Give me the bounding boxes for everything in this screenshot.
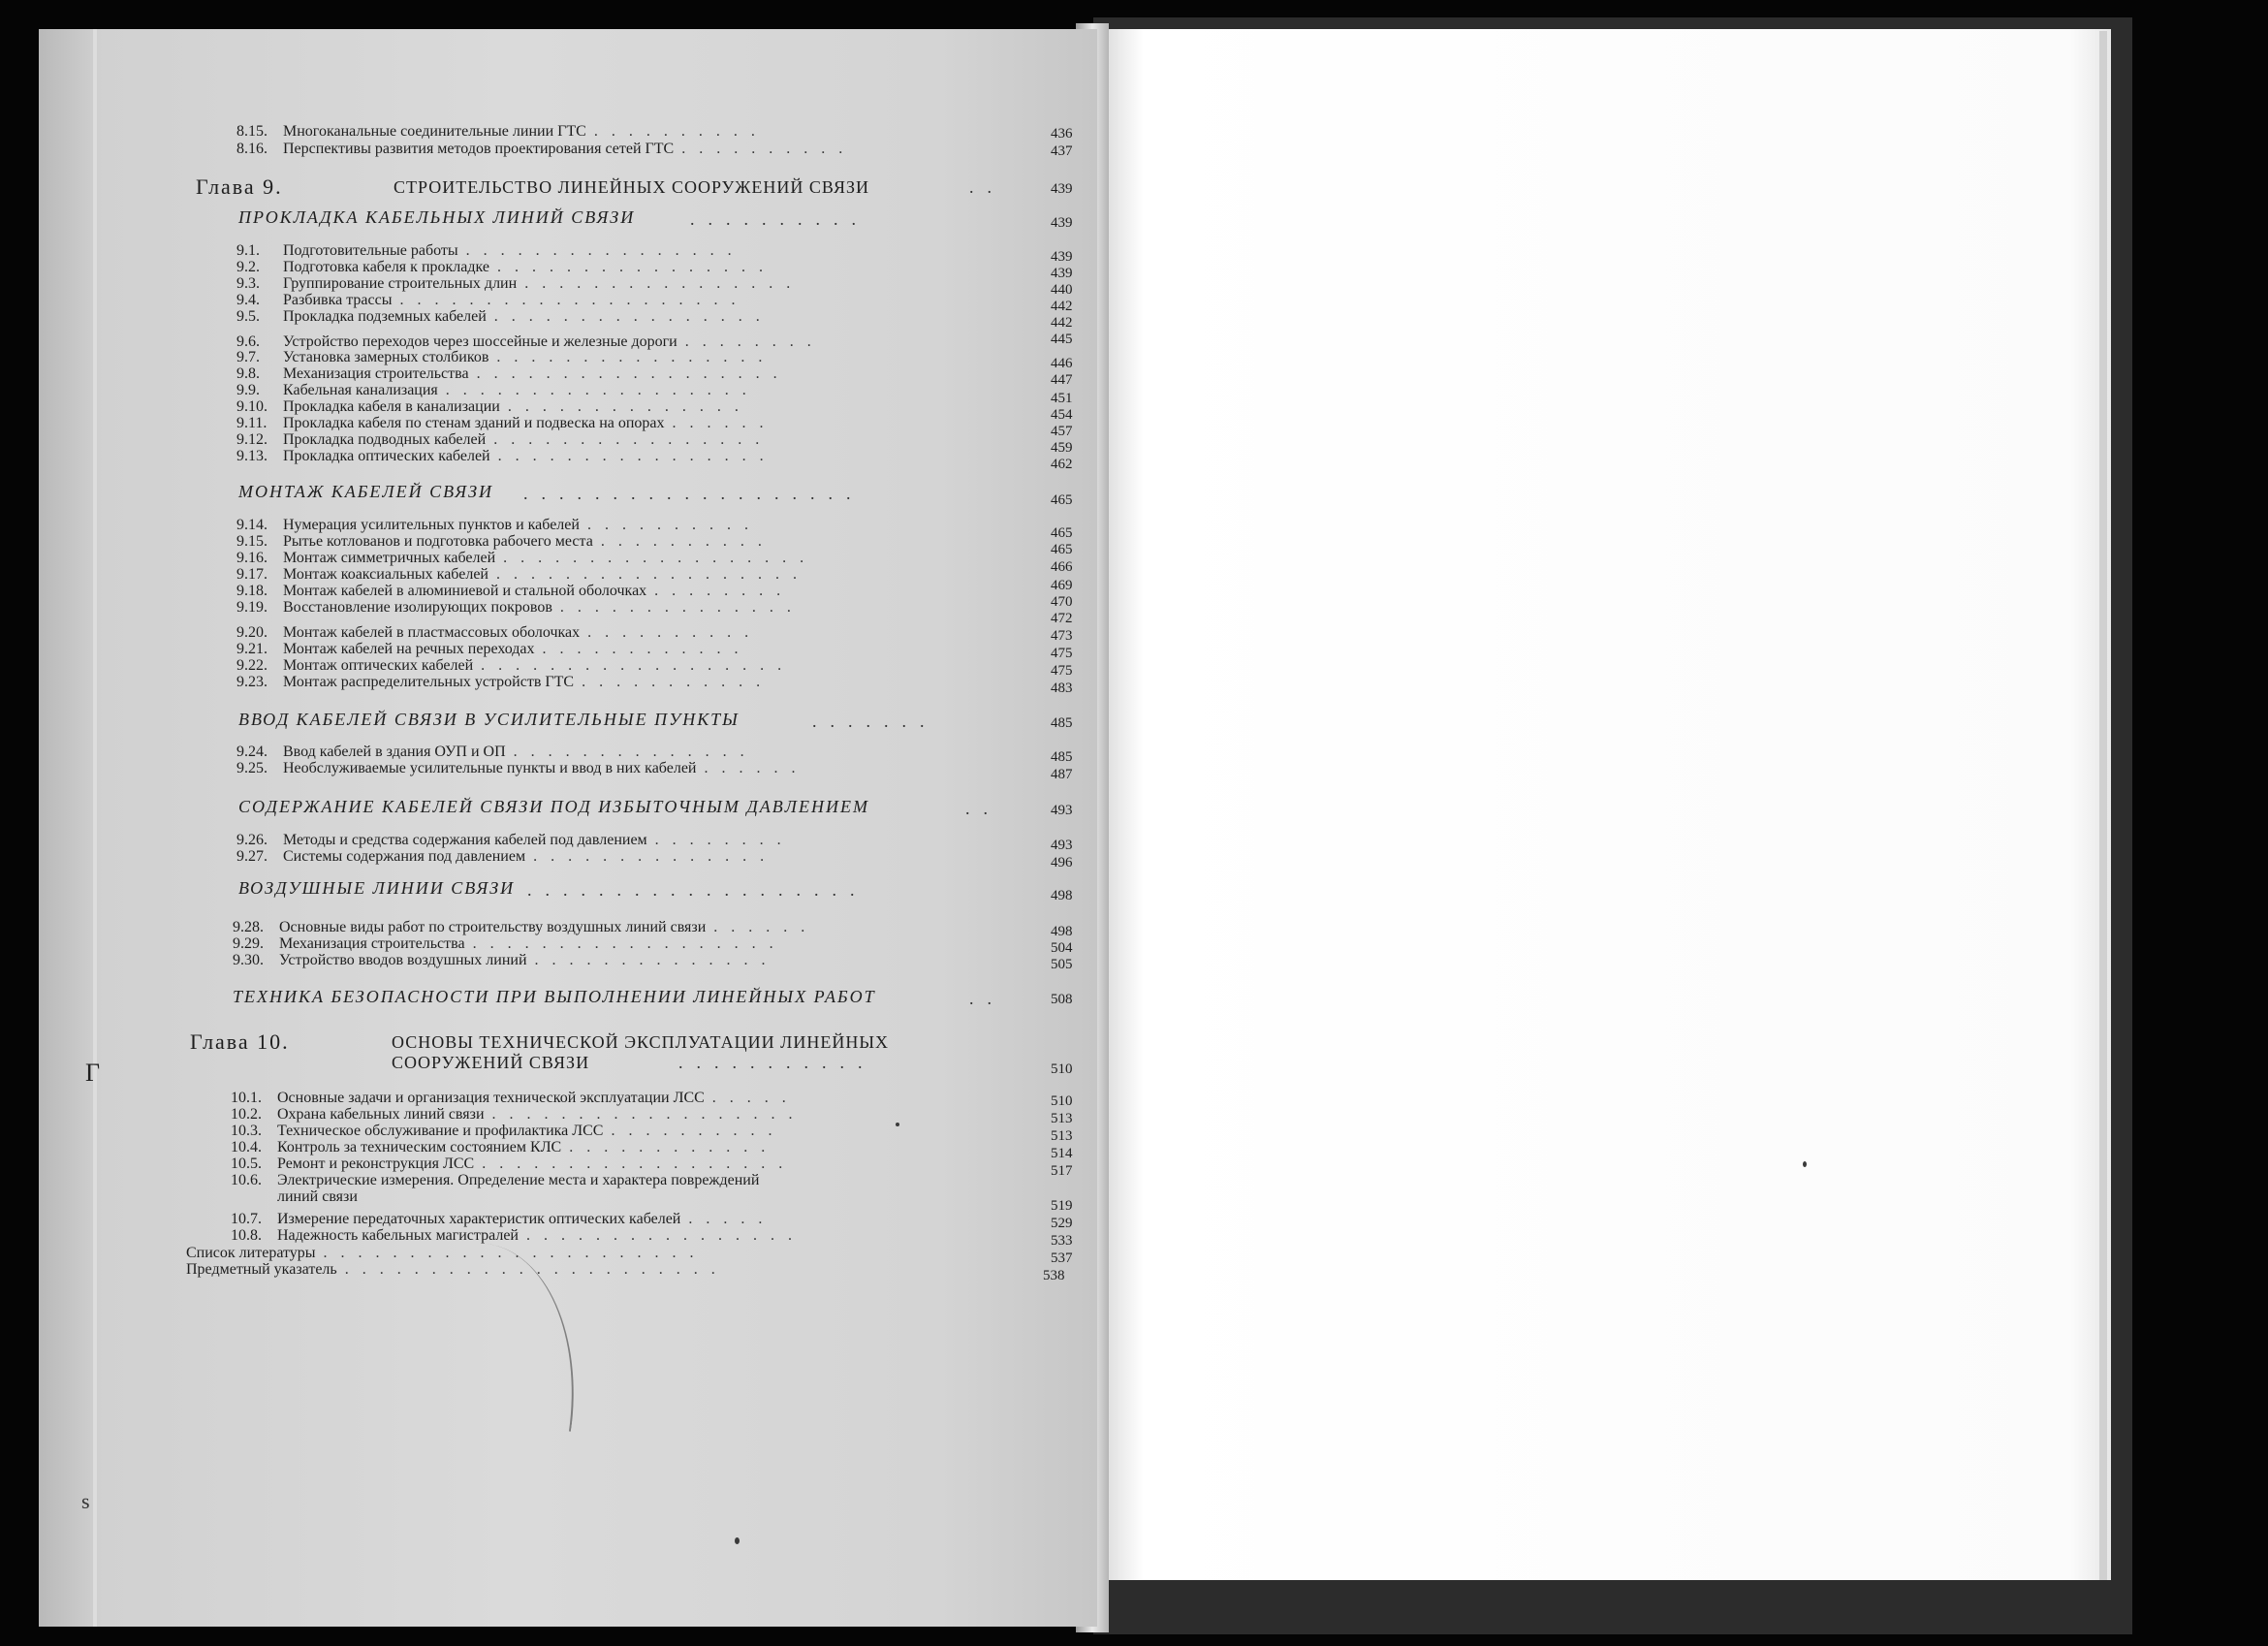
toc-entry-title: Кабельная канализация — [283, 382, 438, 398]
toc-entry-title: Устройство переходов через шоссейные и железные дороги — [283, 333, 677, 350]
toc-entry: 9.10. Прокладка кабеля в канализации .............. — [236, 398, 752, 415]
toc-entry: 8.15. Многоканальные соединительные линии ГТС .......... — [236, 123, 769, 140]
toc-entry-number: 9.26. — [236, 832, 268, 848]
toc-entry-number: 9.28. — [233, 919, 264, 935]
section-page: 508 — [1051, 992, 1073, 1007]
toc-entry: 9.12. Прокладка подводных кабелей ................ — [236, 431, 773, 448]
toc-entry-title: Основные виды работ по строительству воздушных линий связи — [279, 919, 707, 935]
toc-entry-title: Прокладка кабеля в канализации — [283, 398, 500, 415]
toc-entry-title: Ремонт и реконструкция ЛСС — [277, 1155, 475, 1172]
toc-entry: 9.6. Устройство переходов через шоссейные и железные дороги ........ — [236, 333, 825, 350]
toc-entry: 9.9. Кабельная канализация .................. — [236, 382, 760, 398]
toc-entry: 9.26. Методы и средства содержания кабелей под давлением ........ — [236, 832, 795, 848]
toc-entry-title: Прокладка подводных кабелей — [283, 431, 487, 448]
toc-entry-number: 9.11. — [236, 415, 268, 431]
toc-entry-number: 9.10. — [236, 398, 268, 415]
toc-entry: 9.21. Монтаж кабелей на речных переходах ............ — [236, 641, 752, 657]
section-page: 493 — [1051, 803, 1073, 818]
toc-entry-page: 519 — [1051, 1198, 1073, 1214]
leader-dots: ....... — [812, 712, 938, 731]
toc-entry-number: 9.24. — [236, 744, 268, 760]
toc-entry: 9.16. Монтаж симметричных кабелей .................. — [236, 550, 818, 566]
toc-entry-title: Группирование строительных длин — [283, 275, 518, 292]
leader-dots: .. — [965, 799, 1001, 818]
toc-entry-number: 9.17. — [236, 566, 268, 583]
toc-entry-number: 9.4. — [236, 292, 260, 308]
toc-entry: 9.8. Механизация строительства .................. — [236, 365, 791, 382]
toc-entry-number: 9.27. — [236, 848, 268, 865]
toc-entry-title: Методы и средства содержания кабелей под давлением — [283, 832, 647, 848]
toc-entry — [231, 1172, 1041, 1189]
toc-entry-title: Механизация строительства — [283, 365, 469, 382]
section-page: 485 — [1051, 715, 1073, 731]
toc-entry-page: 459 — [1051, 440, 1073, 456]
section-heading: ВОЗДУШНЫЕ ЛИНИИ СВЯЗИ — [238, 878, 516, 898]
toc-entry-page: 504 — [1051, 940, 1073, 956]
chapter-label: Глава 10. — [190, 1029, 290, 1054]
toc-entry-title: Восстановление изолирующих покровов — [283, 599, 552, 616]
toc-entry-page: 517 — [1051, 1163, 1073, 1179]
toc-entry-number: 9.1. — [236, 242, 260, 259]
toc-entry-title: Многоканальные соединительные линии ГТС — [283, 123, 586, 140]
toc-entry-title: Монтаж распределительных устройств ГТС — [283, 674, 575, 690]
toc-entry-page: 439 — [1051, 249, 1073, 265]
toc-entry-number: 9.15. — [236, 533, 268, 550]
toc-entry: 9.2. Подготовка кабеля к прокладке ................ — [236, 259, 776, 275]
toc-entry-page: 505 — [1051, 957, 1073, 972]
toc-entry: 9.18. Монтаж кабелей в алюминиевой и стальной оболочках ........ — [236, 583, 795, 599]
toc-entry-number: 9.13. — [236, 448, 268, 464]
toc-entry: 9.22. Монтаж оптических кабелей .................. — [236, 657, 796, 674]
chapter-title-continued: СООРУЖЕНИЙ СВЯЗИ — [392, 1053, 590, 1072]
toc-entry-title: Установка замерных столбиков — [283, 349, 489, 365]
toc-entry-number: 9.16. — [236, 550, 268, 566]
toc-entry-title: Охрана кабельных линий связи — [277, 1106, 485, 1123]
toc-entry-page: 537 — [1051, 1250, 1073, 1266]
section-heading: МОНТАЖ КАБЕЛЕЙ СВЯЗИ — [238, 482, 493, 501]
toc-entry-number: 9.3. — [236, 275, 260, 292]
section-heading: ПРОКЛАДКА КАБЕЛЬНЫХ ЛИНИЙ СВЯЗИ — [238, 207, 636, 227]
toc-entry-number: 9.25. — [236, 760, 268, 776]
toc-entry-title: Ввод кабелей в здания ОУП и ОП — [283, 744, 506, 760]
toc-entry-page: 533 — [1051, 1233, 1073, 1249]
toc-entry: 10.1. Основные задачи и организация технической эксплуатации ЛСС ..... — [231, 1090, 800, 1106]
toc-entry-number: 9.22. — [236, 657, 268, 674]
toc-entry-page: 454 — [1051, 407, 1073, 423]
toc-entry-number: 10.7. — [231, 1211, 262, 1227]
toc-entry: 9.11. Прокладка кабеля по стенам зданий и подвеска на опорах ...... — [236, 415, 777, 431]
toc-entry-title: Надежность кабельных магистралей — [277, 1227, 519, 1244]
toc-entry-number: 10.3. — [231, 1123, 262, 1139]
chapter-page: 510 — [1051, 1061, 1073, 1077]
toc-entry-number: 9.8. — [236, 365, 260, 382]
toc-entry-page: 447 — [1051, 372, 1073, 388]
toc-entry-title: Устройство вводов воздушных линий — [279, 952, 527, 968]
toc-entry: 9.5. Прокладка подземных кабелей ................ — [236, 308, 773, 325]
toc-entry-page: 437 — [1051, 143, 1073, 159]
section-heading: СОДЕРЖАНИЕ КАБЕЛЕЙ СВЯЗИ ПОД ИЗБЫТОЧНЫМ ДАВЛЕНИЕМ — [238, 797, 869, 816]
toc-entry-page: 469 — [1051, 578, 1073, 593]
toc-entry-number: 10.8. — [231, 1227, 262, 1244]
toc-entry-page: 483 — [1051, 681, 1073, 696]
toc-entry-title: Прокладка кабеля по стенам зданий и подвеска на опорах — [283, 415, 665, 431]
toc-entry-page: 442 — [1051, 315, 1073, 331]
toc-entry-continued — [277, 1188, 1041, 1206]
toc-entry-page: 498 — [1051, 924, 1073, 939]
toc-entry-page: 496 — [1051, 855, 1073, 870]
toc-back-matter: Предметный указатель ...................... — [186, 1261, 729, 1278]
chapter-title: ОСНОВЫ ТЕХНИЧЕСКОЙ ЭКСПЛУАТАЦИИ ЛИНЕЙНЫХ — [392, 1032, 890, 1052]
toc-entry-number: 9.20. — [236, 624, 268, 641]
toc-entry: 9.23. Монтаж распределительных устройств ГТС ........... — [236, 674, 774, 690]
toc-entry: 10.2. Охрана кабельных линий связи .................. — [231, 1106, 806, 1123]
toc-entry-title: Монтаж кабелей в алюминиевой и стальной оболочках — [283, 583, 647, 599]
toc-entry-page: 446 — [1051, 356, 1073, 371]
toc-entry-page: 436 — [1051, 126, 1073, 142]
margin-mark: s — [81, 1489, 90, 1513]
toc-entry-title: Электрические измерения. Определение места и характера повреждений — [277, 1172, 760, 1188]
toc-entry-title: Системы содержания под давлением — [283, 848, 526, 865]
toc-entry: 10.8. Надежность кабельных магистралей ................ — [231, 1227, 805, 1244]
toc-entry-page: 445 — [1051, 332, 1073, 347]
toc-entry-page: 475 — [1051, 663, 1073, 679]
toc-entry-page: 439 — [1051, 266, 1073, 281]
toc-entry-page: 465 — [1051, 525, 1073, 541]
toc-entry-number: 9.14. — [236, 517, 268, 533]
right-page-edge — [2099, 31, 2107, 1580]
toc-entry-title: Подготовительные работы — [283, 242, 458, 259]
toc-entry-title: Измерение передаточных характеристик оптических кабелей — [277, 1211, 681, 1227]
toc-entry-page: 451 — [1051, 391, 1073, 406]
toc-entry-number: 10.4. — [231, 1139, 262, 1155]
toc-entry-number: 9.19. — [236, 599, 268, 616]
toc-entry-title: Контроль за техническим состоянием КЛС — [277, 1139, 562, 1155]
toc-entry-page: 475 — [1051, 646, 1073, 661]
toc-entry-page: 442 — [1051, 299, 1073, 314]
toc-entry-title: Нумерация усилительных пунктов и кабелей — [283, 517, 580, 533]
toc-entry-title: Монтаж оптических кабелей — [283, 657, 474, 674]
toc-entry-title: Предметный указатель — [186, 1261, 337, 1278]
toc-entry-title: Перспективы развития методов проектирования сетей ГТС — [283, 141, 675, 157]
toc-entry: 9.19. Восстановление изолирующих покровов .............. — [236, 599, 804, 616]
toc-entry-number: 10.6. — [231, 1172, 262, 1188]
toc-entry-page: 473 — [1051, 628, 1073, 644]
toc-entry: 9.4. Разбивка трассы .................... — [236, 292, 749, 308]
toc-entry-title: Список литературы — [186, 1245, 316, 1261]
section-heading: ТЕХНИКА БЕЗОПАСНОСТИ ПРИ ВЫПОЛНЕНИИ ЛИНЕЙНЫХ РАБОТ — [233, 987, 876, 1006]
toc-entry-page: 472 — [1051, 611, 1073, 626]
toc-entry-page: 470 — [1051, 594, 1073, 610]
section-page: 465 — [1051, 492, 1073, 508]
dust-speck — [735, 1537, 740, 1544]
toc-entry-number: 8.16. — [236, 141, 268, 157]
toc-entry: 9.30. Устройство вводов воздушных линий .............. — [233, 952, 779, 968]
toc-entry: 10.3. Техническое обслуживание и профилактика ЛСС .......... — [231, 1123, 786, 1139]
toc-entry-title: Прокладка оптических кабелей — [283, 448, 490, 464]
toc-entry-number: 8.15. — [236, 123, 268, 140]
toc-entry-page: 510 — [1051, 1093, 1073, 1109]
toc-entry: 9.29. Механизация строительства .................. — [233, 935, 787, 952]
toc-entry-page: 457 — [1051, 424, 1073, 439]
toc-entry-page: 513 — [1051, 1111, 1073, 1126]
toc-entry-title: Техническое обслуживание и профилактика ЛСС — [277, 1123, 604, 1139]
toc-entry-page: 493 — [1051, 838, 1073, 853]
toc-entry-page: 538 — [1043, 1268, 1065, 1283]
toc-entry-page: 466 — [1051, 559, 1073, 575]
toc-entry-title: Рытье котлованов и подготовка рабочего места — [283, 533, 593, 550]
leader-dots: .. — [969, 177, 1005, 197]
toc-entry-number: 10.1. — [231, 1090, 262, 1106]
section-page: 439 — [1051, 215, 1073, 231]
toc-entry-number: 10.2. — [231, 1106, 262, 1123]
toc-entry-number: 9.30. — [233, 952, 264, 968]
toc-entry: 9.15. Рытье котлованов и подготовка рабочего места .......... — [236, 533, 775, 550]
toc-entry: 9.17. Монтаж коаксиальных кабелей .................. — [236, 566, 810, 583]
toc-entry-number: 9.21. — [236, 641, 268, 657]
dust-speck — [1803, 1161, 1807, 1167]
toc-entry: 10.5. Ремонт и реконструкция ЛСС .................. — [231, 1155, 797, 1172]
toc-entry-number: 9.9. — [236, 382, 260, 398]
section-heading: ВВОД КАБЕЛЕЙ СВЯЗИ В УСИЛИТЕЛЬНЫЕ ПУНКТЫ — [238, 710, 740, 729]
toc-entry-page: 462 — [1051, 457, 1073, 472]
toc-back-matter: Список литературы ...................... — [186, 1245, 708, 1261]
leader-dots: .. — [969, 989, 1005, 1008]
toc-entry: 10.4. Контроль за техническим состоянием КЛС ............ — [231, 1139, 779, 1155]
chapter-label: Глава 9. — [196, 174, 283, 199]
leader-dots: ................... — [527, 880, 868, 900]
toc-entry: 9.25. Необслуживаемые усилительные пункты и ввод в них кабелей ...... — [236, 760, 809, 776]
toc-entry-number: 10.5. — [231, 1155, 262, 1172]
toc-entry-title: Необслуживаемые усилительные пункты и ввод в них кабелей — [283, 760, 697, 776]
toc-entry-number: 9.5. — [236, 308, 260, 325]
chapter-title: СТРОИТЕЛЬСТВО ЛИНЕЙНЫХ СООРУЖЕНИЙ СВЯЗИ — [394, 177, 870, 197]
toc-entry-page: 485 — [1051, 749, 1073, 765]
toc-entry-title: Основные задачи и организация технической эксплуатации ЛСС — [277, 1090, 705, 1106]
left-page-fold-line — [93, 29, 97, 1627]
chapter-page: 439 — [1051, 181, 1073, 197]
toc-entry-number: 9.29. — [233, 935, 264, 952]
toc-entry: 9.7. Установка замерных столбиков ................ — [236, 349, 776, 365]
toc-entry-title-continued: линий связи — [277, 1188, 358, 1205]
blank-right-page — [1103, 29, 2111, 1580]
toc-entry: 9.13. Прокладка оптических кабелей ................ — [236, 448, 777, 464]
toc-entry-title: Подготовка кабеля к прокладке — [283, 259, 489, 275]
toc-entry-page: 487 — [1051, 767, 1073, 782]
toc-entry-number: 9.2. — [236, 259, 260, 275]
toc-entry-page: 440 — [1051, 282, 1073, 298]
toc-entry-number: 9.23. — [236, 674, 268, 690]
toc-entry: 9.28. Основные виды работ по строительству воздушных линий связи ...... — [233, 919, 819, 935]
toc-entry-title: Монтаж кабелей на речных переходах — [283, 641, 535, 657]
leader-dots: ................... — [523, 484, 865, 503]
toc-entry-number: 9.12. — [236, 431, 268, 448]
toc-entry: 9.3. Группирование строительных длин ................ — [236, 275, 804, 292]
toc-entry-page: 529 — [1051, 1216, 1073, 1231]
toc-entry-page: 465 — [1051, 542, 1073, 557]
leader-dots: .......... — [690, 209, 869, 229]
toc-entry: 9.27. Системы содержания под давлением .............. — [236, 848, 778, 865]
leader-dots: ........... — [678, 1053, 876, 1072]
toc-entry-page: 513 — [1051, 1128, 1073, 1144]
toc-entry-number: 9.7. — [236, 349, 260, 365]
toc-entry-number: 9.6. — [236, 333, 260, 350]
toc-entry-page: 514 — [1051, 1146, 1073, 1161]
section-page: 498 — [1051, 888, 1073, 903]
toc-entry: 9.1. Подготовительные работы ................ — [236, 242, 745, 259]
toc-entry-title: Разбивка трассы — [283, 292, 393, 308]
toc-entry-title: Монтаж кабелей в пластмассовых оболочках — [283, 624, 581, 641]
margin-letter: Г — [85, 1059, 101, 1087]
toc-entry-title: Монтаж симметричных кабелей — [283, 550, 496, 566]
toc-entry: 9.24. Ввод кабелей в здания ОУП и ОП .............. — [236, 744, 758, 760]
toc-entry-title: Прокладка подземных кабелей — [283, 308, 487, 325]
toc-entry-title: Механизация строительства — [279, 935, 465, 952]
toc-entry-title: Монтаж коаксиальных кабелей — [283, 566, 488, 583]
toc-entry: 9.14. Нумерация усилительных пунктов и кабелей .......... — [236, 517, 762, 533]
toc-entry-number: 9.18. — [236, 583, 268, 599]
toc-entry: 8.16. Перспективы развития методов проектирования сетей ГТС .......... — [236, 141, 857, 157]
toc-entry: 10.7. Измерение передаточных характеристик оптических кабелей ..... — [231, 1211, 776, 1227]
toc-entry: 9.20. Монтаж кабелей в пластмассовых оболочках .......... — [236, 624, 763, 641]
